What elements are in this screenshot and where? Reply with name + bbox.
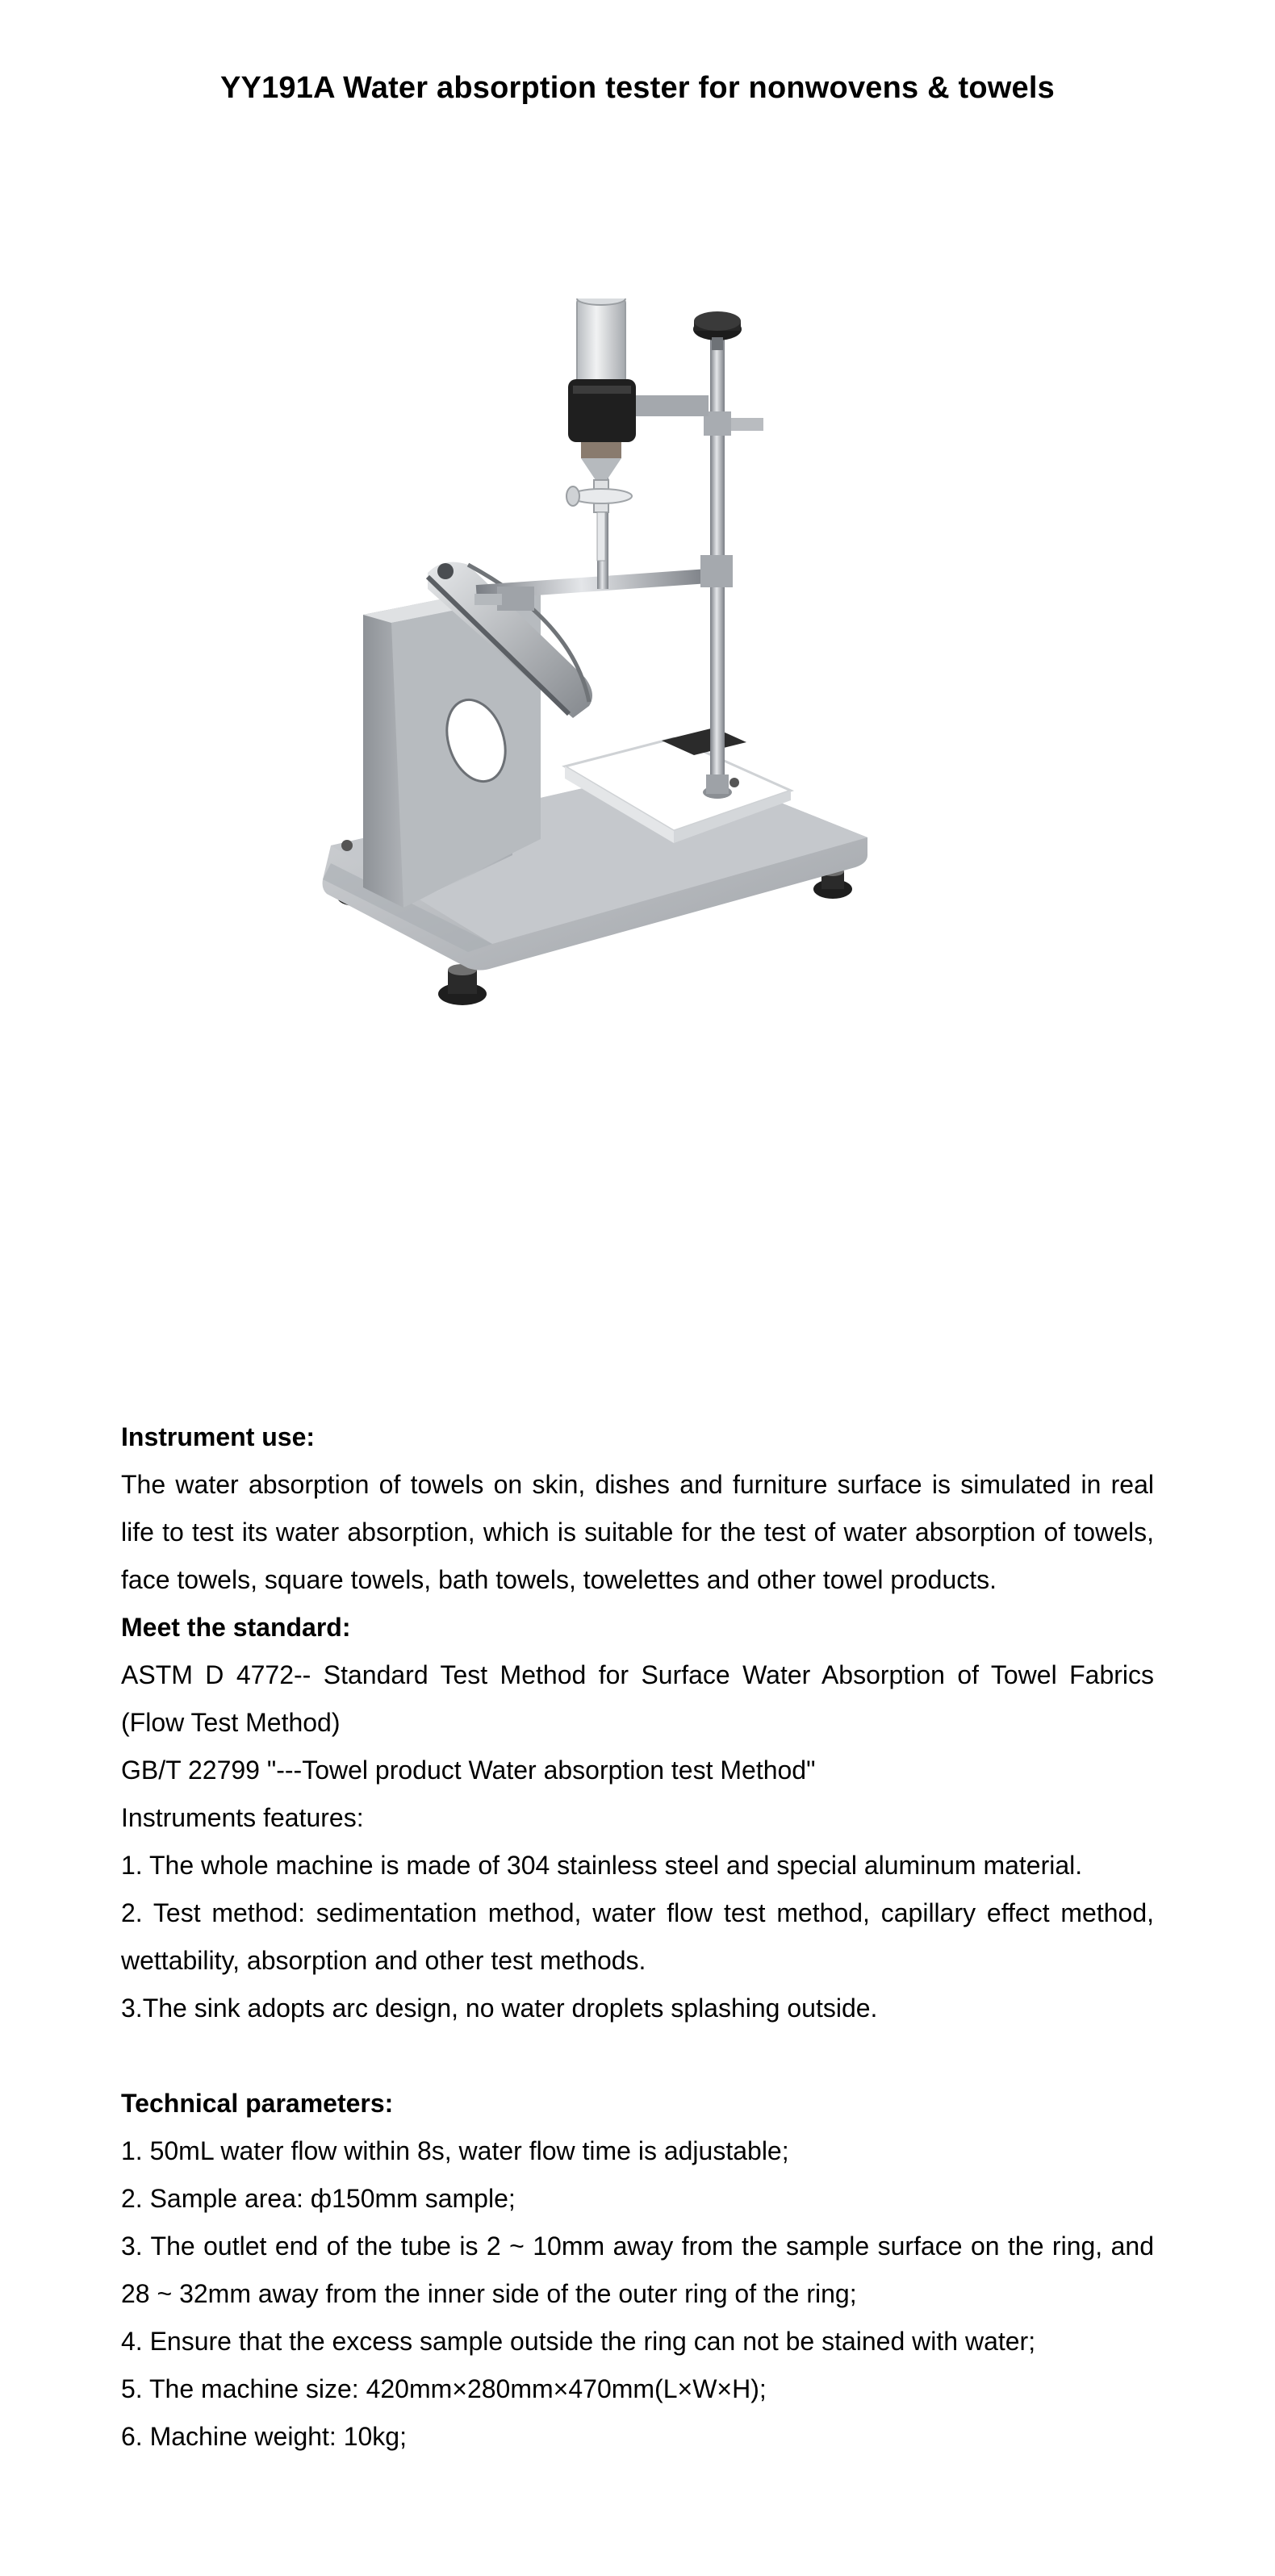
product-description: [121, 1413, 1154, 2461]
standard-item: ASTM D 4772-- Standard Test Method for Surface Water Absorption of Towel Fabrics (Flow Test Method): [121, 1660, 1154, 1737]
technical-heading: Technical parameters:: [121, 2089, 394, 2118]
instrument-use-heading: Instrument use:: [121, 1422, 316, 1451]
feature-item: 1. The whole machine is made of 304 stainless steel and special aluminum material.: [121, 1851, 1083, 1880]
burette-glass: [577, 299, 625, 392]
technical-item: 6. Machine weight: 10kg;: [121, 2422, 407, 2451]
page-title: YY191A Water absorption tester for nonwovens & towels: [220, 71, 1055, 105]
technical-item: 5. The machine size: 420mm×280mm×470mm(L×W×H);: [121, 2374, 767, 2403]
product-photo: [307, 299, 920, 1041]
instrument-use-text: The water absorption of towels on skin, dishes and furniture surface is simulated in real life to test its water absorption, which is suitable for the test of water absorption of towels, face towels, square towels, bath towels, towelettes and other towel products.: [121, 1470, 1154, 1594]
technical-item: 3. The outlet end of the tube is 2 ~ 10mm away from the sample surface on the ring, and 28 ~ 32mm away from the inner side of the outer ring of the ring;: [121, 2232, 1154, 2308]
feature-item: 2. Test method: sedimentation method, water flow test method, capillary effect method, wettability, absorption and other test methods.: [121, 1898, 1154, 1975]
standard-item: GB/T 22799 "---Towel product Water absorption test Method": [121, 1756, 816, 1785]
technical-item: 1. 50mL water flow within 8s, water flow time is adjustable;: [121, 2136, 789, 2165]
technical-item: 2. Sample area: ф150mm sample;: [121, 2184, 516, 2213]
section-spacer: [121, 2032, 1154, 2080]
standard-heading: Meet the standard:: [121, 1613, 351, 1642]
technical-item: 4. Ensure that the excess sample outside the ring can not be stained with water;: [121, 2327, 1036, 2356]
feature-item: 3.The sink adopts arc design, no water droplets splashing outside.: [121, 1994, 878, 2023]
features-heading: Instruments features:: [121, 1803, 364, 1832]
